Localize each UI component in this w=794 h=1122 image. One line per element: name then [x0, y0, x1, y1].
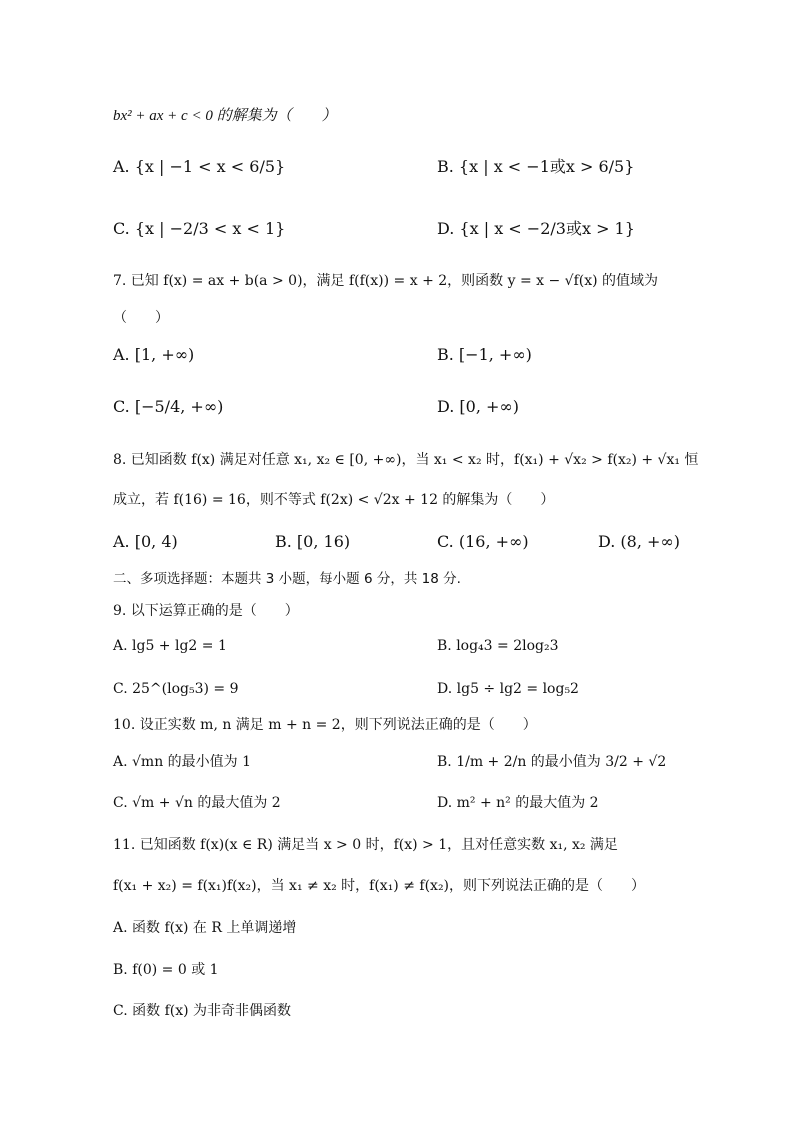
q8-option-b: B. [0, 16): [275, 532, 351, 551]
q11-option-b: B. f(0) = 0 或 1: [113, 962, 219, 978]
q8-option-a: A. [0, 4): [113, 532, 178, 551]
q11-option-c: C. 函数 f(x) 为非奇非偶函数: [113, 1003, 292, 1019]
q7-option-d: D. [0, +∞): [437, 397, 519, 416]
q6-option-b: B. {x | x < −1或x > 6/5}: [437, 157, 635, 176]
q10-stem: 10. 设正实数 m, n 满足 m + n = 2，则下列说法正确的是（ ）: [113, 717, 537, 733]
section-heading: 二、多项选择题：本题共 3 小题，每小题 6 分，共 18 分.: [113, 571, 461, 587]
q7-stem-line2: （ ）: [113, 310, 169, 326]
q8-option-d: D. (8, +∞): [598, 532, 680, 551]
q11-option-a: A. 函数 f(x) 在 R 上单调递增: [113, 920, 297, 936]
q9-option-a: A. lg5 + lg2 = 1: [113, 638, 227, 654]
q10-option-d: D. m² + n² 的最大值为 2: [437, 795, 599, 811]
q8-option-c: C. (16, +∞): [437, 532, 529, 551]
q7-option-b: B. [−1, +∞): [437, 345, 532, 364]
q10-option-a: A. √mn 的最小值为 1: [113, 754, 252, 770]
q9-stem: 9. 以下运算正确的是（ ）: [113, 603, 299, 619]
q6-option-c: C. {x | −2/3 < x < 1}: [113, 219, 286, 238]
q11-stem-line1: 11. 已知函数 f(x)(x ∈ R) 满足当 x > 0 时，f(x) > 1，且对任意实数 x₁, x₂ 满足: [113, 837, 618, 853]
q6-option-d: D. {x | x < −2/3或x > 1}: [437, 219, 635, 238]
q8-stem-line2: 成立，若 f(16) = 16，则不等式 f(2x) < √2x + 12 的解集为（ ）: [113, 492, 555, 508]
q11-stem-line2: f(x₁ + x₂) = f(x₁)f(x₂)，当 x₁ ≠ x₂ 时，f(x₁) ≠ f(x₂)，则下列说法正确的是（ ）: [113, 878, 646, 894]
q7-stem-line1: 7. 已知 f(x) = ax + b(a > 0)，满足 f(f(x)) = x + 2，则函数 y = x − √f(x) 的值域为: [113, 273, 659, 289]
q8-stem-line1: 8. 已知函数 f(x) 满足对任意 x₁, x₂ ∈ [0, +∞)，当 x₁ < x₂ 时，f(x₁) + √x₂ > f(x₂) + √x₁ 恒: [113, 452, 699, 468]
q9-option-c: C. 25^(log₅3) = 9: [113, 681, 239, 697]
q10-option-b: B. 1/m + 2/n 的最小值为 3/2 + √2: [437, 754, 667, 770]
q9-option-d: D. lg5 ÷ lg2 = log₅2: [437, 681, 579, 697]
q6-stem: bx² + ax + c < 0 的解集为（ ）: [113, 108, 337, 124]
q10-option-c: C. √m + √n 的最大值为 2: [113, 795, 281, 811]
q9-option-b: B. log₄3 = 2log₂3: [437, 638, 559, 654]
q7-option-a: A. [1, +∞): [113, 345, 195, 364]
q6-option-a: A. {x | −1 < x < 6/5}: [113, 157, 286, 176]
q7-option-c: C. [−5/4, +∞): [113, 397, 224, 416]
